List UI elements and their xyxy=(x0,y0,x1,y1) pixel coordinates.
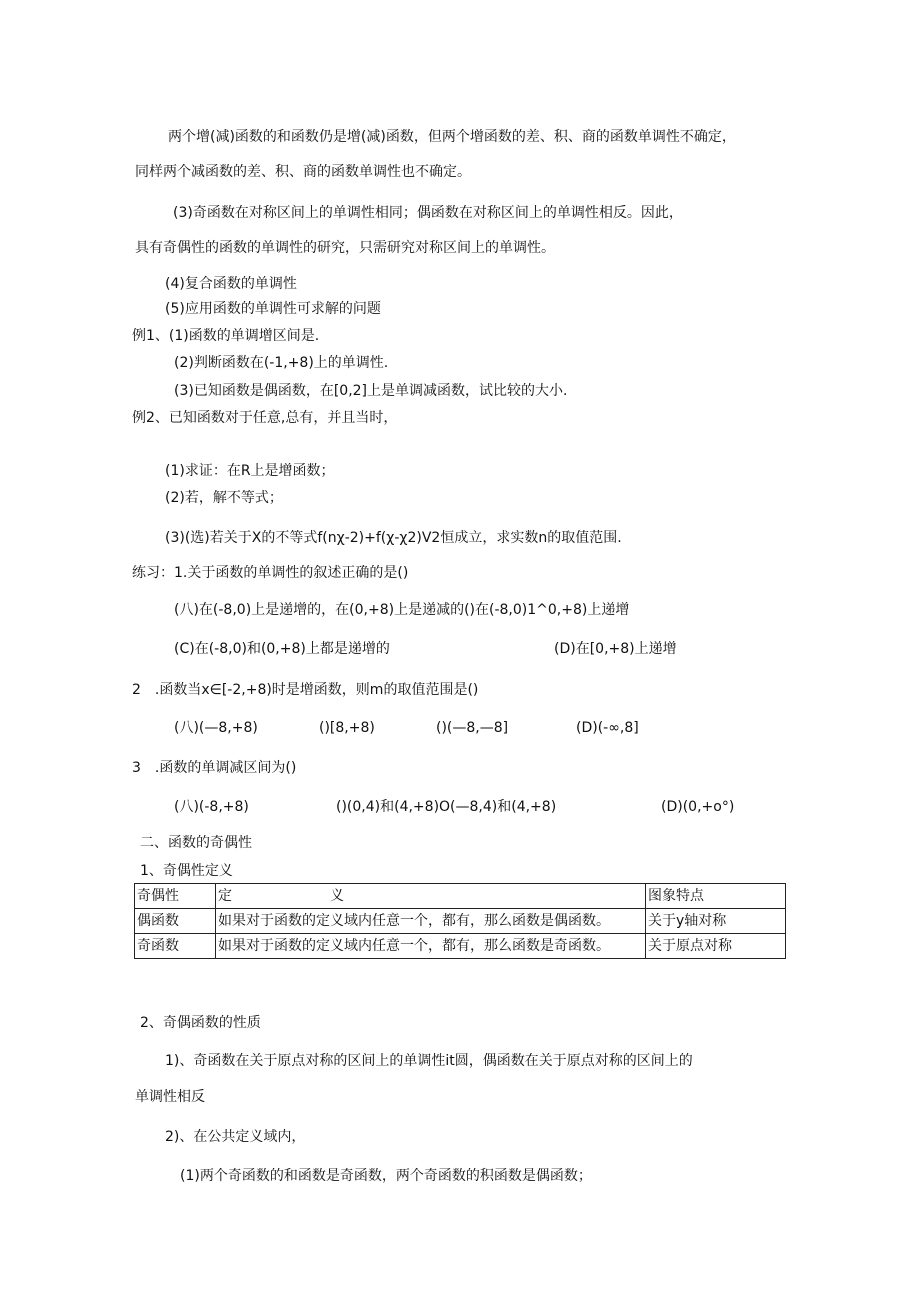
table-cell: 关于原点对称 xyxy=(646,934,786,959)
question-2: 2 .函数当x∈[-2,+8)时是增函数，则m的取值范围是() xyxy=(132,682,479,698)
table-header: 奇偶性 xyxy=(135,884,216,909)
text-line: 2)、在公共定义域内， xyxy=(165,1129,306,1145)
text-line: (2)判断函数在(-1,+8)上的单调性. xyxy=(174,355,389,371)
text-line: 1)、奇函数在关于原点对称的区间上的单调性it圆，偶函数在关于原点对称的区间上的 xyxy=(165,1053,693,1069)
table-header-row xyxy=(135,884,786,909)
text-line: (3)(选)若关于X的不等式f(nχ-2)+f(χ-χ2)V2恒成立，求实数n的取值范围. xyxy=(165,530,622,546)
example-1-heading: 例1、(1)函数的单调增区间是. xyxy=(132,328,320,344)
table-cell: 关于y轴对称 xyxy=(646,909,786,934)
text-line: (1)两个奇函数的和函数是奇函数，两个奇函数的积函数是偶函数； xyxy=(180,1168,592,1184)
text-line: (4)复合函数的单调性 xyxy=(165,276,297,292)
subsection-heading: 1、奇偶性定义 xyxy=(140,863,233,879)
text-line: (5)应用函数的单调性可求解的问题 xyxy=(165,301,381,317)
text-line: (3)奇函数在对称区间上的单调性相同；偶函数在对称区间上的单调性相反。因此， xyxy=(173,205,683,221)
question-3: 3 .函数的单调减区间为() xyxy=(132,760,297,776)
text-line: 单调性相反 xyxy=(135,1089,205,1105)
table-header: 图象特点 xyxy=(646,884,786,909)
option-line: (八)在(-8,0)上是递增的，在(0,+8)上是递减的()在(-8,0)1^0,+8)上递增 xyxy=(174,602,630,618)
text-line: (2)若，解不等式； xyxy=(165,490,283,506)
table-cell: 如果对于函数的定义域内任意一个，都有，那么函数是偶函数。 xyxy=(216,909,646,934)
section-heading: 二、函数的奇偶性 xyxy=(140,835,252,851)
text-line: (3)已知函数是偶函数，在[0,2]上是单调减函数，试比较的大小. xyxy=(174,383,568,399)
table-cell: 奇函数 xyxy=(135,934,216,959)
option-b: ()[8,+8) xyxy=(319,720,375,736)
text-line: 同样两个减函数的差、积、商的函数单调性也不确定。 xyxy=(135,164,471,180)
table-row xyxy=(135,909,786,934)
table-row xyxy=(135,934,786,959)
option-a: (八)(—8,+8) xyxy=(174,720,258,736)
option-d: (D)(0,+o°) xyxy=(661,799,735,815)
option-a: (八)(-8,+8) xyxy=(174,799,249,815)
option-c: (C)在(-8,0)和(0,+8)上都是递增的 xyxy=(174,641,390,657)
text-line: 两个增(减)函数的和函数仍是增(减)函数，但两个增函数的差、积、商的函数单调性不确定， xyxy=(168,129,736,145)
practice-heading: 练习：1.关于函数的单调性的叙述正确的是() xyxy=(132,565,409,581)
example-2-heading: 例2、已知函数对于任意,总有，并且当时， xyxy=(132,410,398,426)
table-cell: 如果对于函数的定义域内任意一个，都有，那么函数是奇函数。 xyxy=(216,934,646,959)
subsection-heading: 2、奇偶函数的性质 xyxy=(140,1015,261,1031)
option-d: (D)在[0,+8)上递增 xyxy=(554,641,677,657)
table-cell: 偶函数 xyxy=(135,909,216,934)
parity-definition-table xyxy=(134,883,786,959)
option-bc: ()(0,4)和(4,+8)O(—8,4)和(4,+8) xyxy=(336,799,557,815)
text-line: (1)求证：在R上是增函数； xyxy=(165,463,335,479)
table-header: 定 义 xyxy=(216,884,646,909)
option-d: (D)(-∞,8] xyxy=(576,720,639,736)
text-line: 具有奇偶性的函数的单调性的研究，只需研究对称区间上的单调性。 xyxy=(135,240,555,256)
option-c: ()(—8,—8] xyxy=(436,720,509,736)
